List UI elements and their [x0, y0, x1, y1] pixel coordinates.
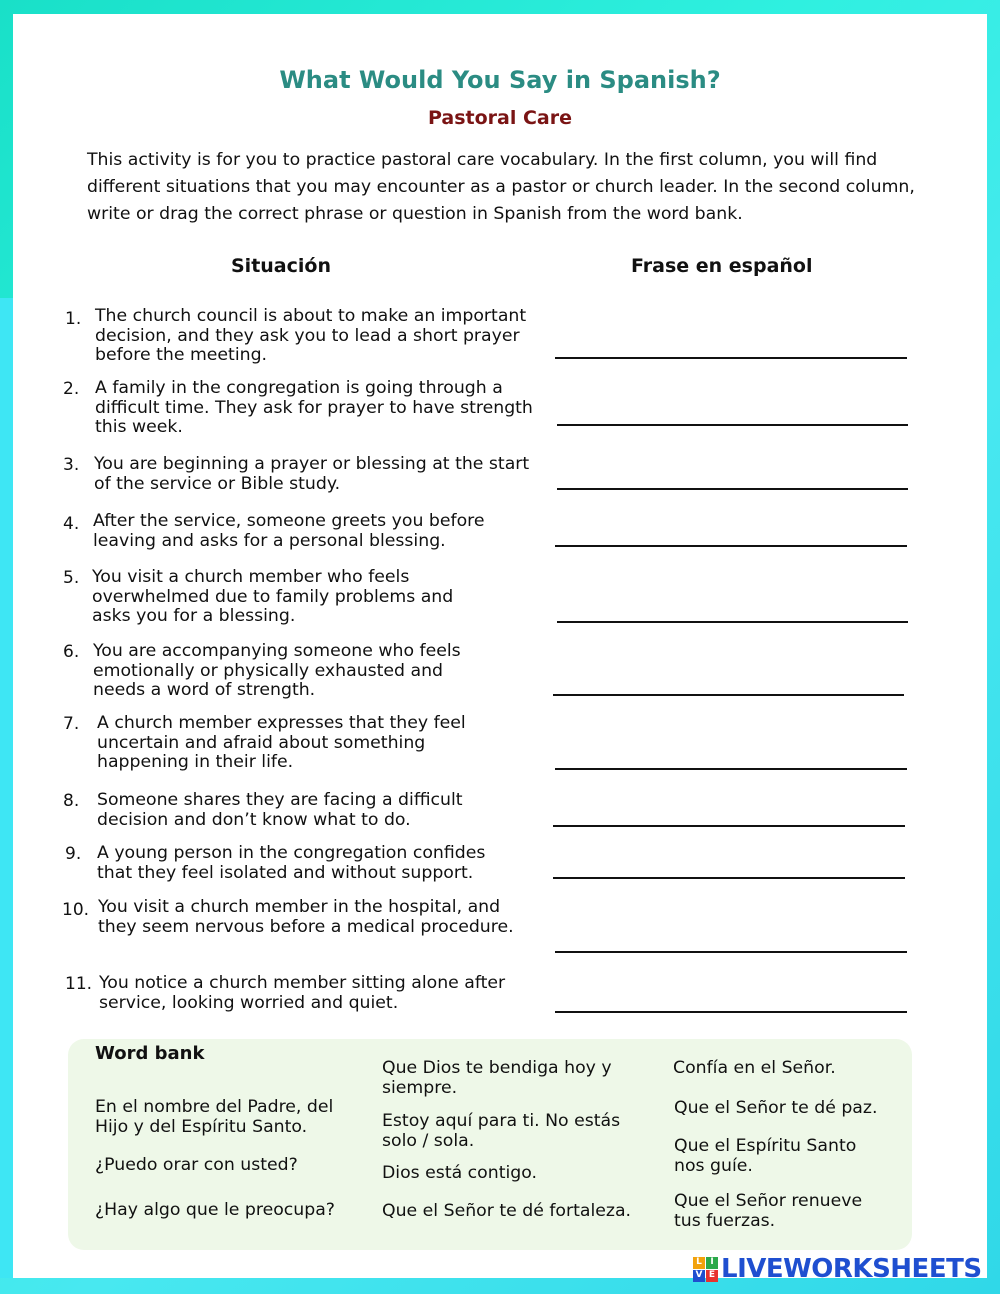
answer-line[interactable] [553, 694, 904, 696]
item-text: You notice a church member sitting alone after service, looking worried and quiet. [99, 973, 506, 1013]
situation-item [60, 378, 533, 443]
item-text: You visit a church member in the hospital, and they seem nervous before a medical procedure. [98, 897, 514, 937]
item-text: You visit a church member who feels overwhelmed due to family problems and asks you for a blessing. [92, 567, 454, 627]
item-text: Someone shares they are facing a difficult decision and don’t know what to do. [97, 790, 463, 830]
item-number: 5. [63, 568, 80, 588]
word-bank-title: Word bank [95, 1043, 205, 1064]
frame-strip [0, 298, 13, 1278]
word-bank-phrase[interactable]: En el nombre del Padre, del Hijo y del Espíritu Santo. [95, 1097, 334, 1137]
item-text: A young person in the congregation confides that they feel isolated and without support. [97, 843, 486, 883]
word-bank-phrase[interactable]: Que Dios te bendiga hoy y siempre. [382, 1058, 612, 1098]
answer-line[interactable] [553, 877, 905, 879]
item-number: 6. [63, 642, 80, 662]
word-bank-phrase[interactable]: Que el Señor te dé paz. [674, 1098, 878, 1118]
item-text: A family in the congregation is going through a difficult time. They ask for prayer to have strength this week. [95, 378, 533, 438]
logo-block: L [693, 1257, 705, 1269]
column-header-phrase: Frase en español [631, 255, 813, 277]
word-bank-phrase[interactable]: Estoy aquí para ti. No estás solo / sola. [382, 1111, 621, 1151]
word-bank-phrase[interactable]: Dios está contigo. [382, 1163, 538, 1183]
page-title: What Would You Say in Spanish? [279, 66, 721, 94]
word-bank-phrase[interactable]: Que el Señor renueve tus fuerzas. [674, 1191, 863, 1231]
answer-line[interactable] [557, 424, 908, 426]
situation-item [60, 714, 530, 778]
answer-line[interactable] [555, 1011, 907, 1013]
item-text: The church council is about to make an important decision, and they ask you to lead a short prayer before the meeting. [95, 306, 527, 366]
answer-line[interactable] [555, 545, 907, 547]
word-bank-phrase[interactable]: Que el Espíritu Santo nos guíe. [674, 1136, 857, 1176]
item-number: 2. [63, 379, 80, 399]
item-number: 1. [65, 309, 82, 329]
answer-line[interactable] [557, 488, 908, 490]
item-text: A church member expresses that they feel uncertain and afraid about something happening in their life. [97, 713, 466, 773]
situation-item [60, 642, 530, 706]
logo-icon [693, 1257, 718, 1282]
word-bank-phrase[interactable]: Que el Señor te dé fortaleza. [382, 1201, 632, 1221]
item-number: 8. [63, 791, 80, 811]
page-subtitle: Pastoral Care [427, 107, 573, 129]
column-header-situation: Situación [231, 255, 331, 277]
situation-item [60, 307, 530, 371]
word-bank-phrase[interactable]: ¿Puedo orar con usted? [95, 1155, 298, 1175]
word-bank-phrase[interactable]: Confía en el Señor. [673, 1058, 836, 1078]
answer-line[interactable] [555, 357, 907, 359]
situation-item [60, 974, 530, 1038]
situation-item [60, 568, 530, 632]
item-text: After the service, someone greets you before leaving and asks for a personal blessing. [93, 511, 485, 551]
word-bank-phrase[interactable]: ¿Hay algo que le preocupa? [95, 1200, 335, 1220]
situation-item [60, 455, 530, 519]
situation-item [60, 898, 530, 962]
item-number: 4. [63, 514, 80, 534]
liveworksheets-logo [693, 1256, 982, 1282]
answer-line[interactable] [555, 768, 907, 770]
logo-block: I [706, 1257, 718, 1269]
item-number: 7. [63, 714, 80, 734]
logo-block: V [693, 1270, 705, 1282]
item-number: 10. [62, 900, 90, 920]
item-text: You are accompanying someone who feels emotionally or physically exhausted and needs a word of strength. [93, 641, 461, 701]
item-number: 3. [63, 455, 80, 475]
instructions: This activity is for you to practice pastoral care vocabulary. In the first column, you will find different situations that you may encounter as a pastor or church leader. In the second column, write or drag the correct phrase or question in Spanish from the word bank. [87, 150, 915, 224]
answer-line[interactable] [555, 951, 907, 953]
answer-line[interactable] [553, 825, 905, 827]
item-number: 11. [65, 974, 93, 994]
logo-block: E [706, 1270, 718, 1282]
answer-line[interactable] [557, 621, 908, 623]
logo-text: LIVEWORKSHEETS [721, 1254, 982, 1284]
item-number: 9. [65, 844, 82, 864]
item-text: You are beginning a prayer or blessing at the start of the service or Bible study. [94, 454, 530, 494]
